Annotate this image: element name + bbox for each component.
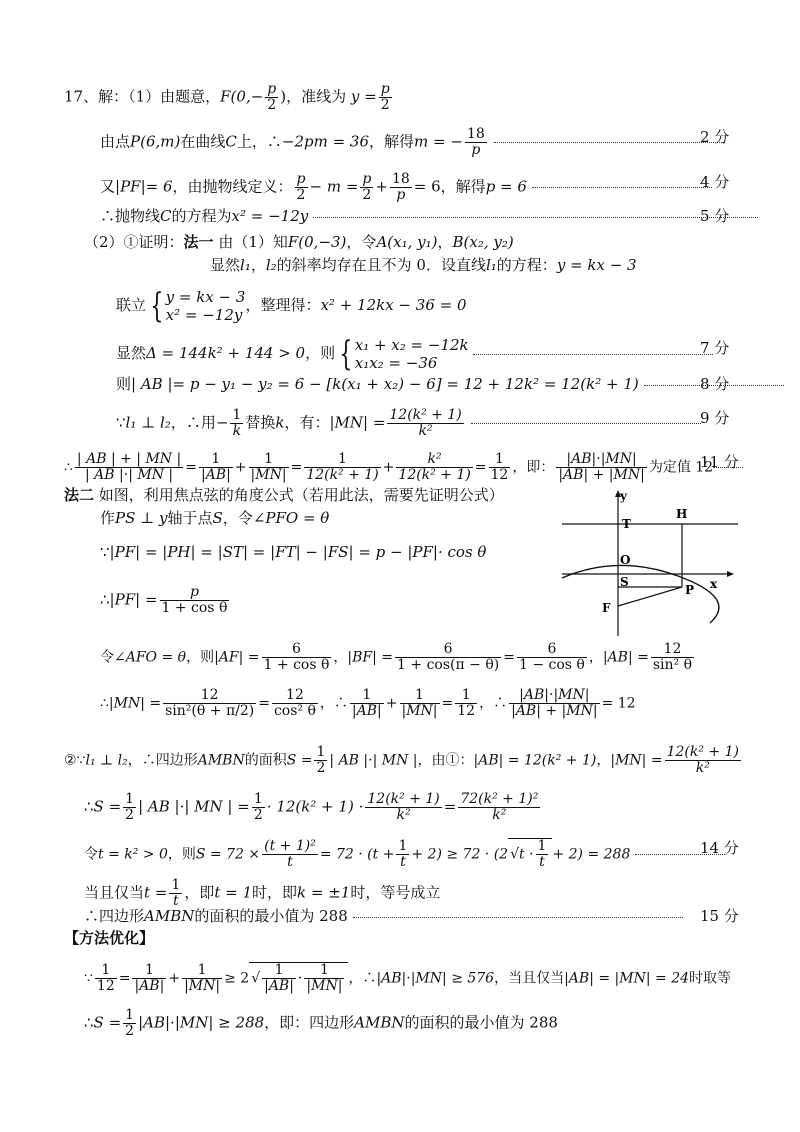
line-5: （2）①证明：法一 由（1）知F(0,−3)，令A(x₁, y₁)，B(x₂, y₂) [84, 233, 514, 251]
line-25: ∴S = $\frac{1}{2}$ |AB|·|MN| ≥ 288，即：四边形AMBN的面积的最小值为 288 [84, 1007, 558, 1039]
parabola-figure [560, 488, 740, 638]
score-15: 15 分 [700, 907, 739, 925]
score-14: 14 分 [700, 839, 739, 857]
line-21: 当且仅当t = $\frac{1}{t}$ ，即t = 1时，即k = ±1时，等号成立 [84, 877, 441, 909]
line-9: 则| AB |= p − y₁ − y₂ = 6 − [k(x₁ + x₂) − 6] = 12 + 12k² = 12(k² + 1) [116, 374, 784, 394]
label-T: T [622, 517, 631, 531]
line-4: ∴抛物线C的方程为x² = −12y [100, 206, 758, 226]
line-18: ②∵l₁ ⊥ l₂，∴四边形AMBN的面积S = $\frac{1}{2}$ | AB |·| MN |，由①：|AB| = 12(k² + 1)，|MN| = $\frac{\text{12(k² + 1)}}{\text{k²}}$ [64, 744, 739, 776]
score-9: 9 分 [700, 409, 730, 427]
line-2: 由点P(6,m)在曲线C上，∴−2pm = 36，解得m = − $\frac{18}{p}$ [100, 127, 724, 158]
score-4: 4 分 [700, 173, 730, 191]
line-1: 17、解：（1）由题意，F(0,− $\frac{p}{2}$ )，准线为 y = $\frac{p}{2}$ [64, 81, 390, 113]
score-7: 7 分 [700, 339, 730, 357]
line-12: 法二 如图，利用焦点弦的角度公式（若用此法，需要先证明公式） [64, 486, 504, 504]
label-H: H [676, 507, 688, 521]
label-P: P [685, 583, 695, 597]
label-F: F [602, 601, 611, 615]
label-O: O [620, 553, 631, 567]
line-20: 令t = k² > 0，则S = 72 × $\frac{\text{(t + 1)²}}{t}$ = 72 · (t + $\frac{1}{t}$ + 2) ≥ 72 · (2 √t · $\frac{1}{t}$ + 2) = 288 [84, 838, 725, 870]
line-8: 显然Δ = 144k² + 144 > 0，则 { x₁ + x₂ = −12k x₁x₂ = −36 [116, 336, 713, 372]
line-17: ∴|MN| = $\frac{12}{\text{sin²(θ + π/2)}}$ = $\frac{12}{\text{cos² θ}}$ ，∴ $\frac{1}{|AB|}$ + $\frac{1}{|MN|}$ = $\frac{1}{12}$ ，∴ $\frac{|AB|\cdot|MN|}{|AB| + |MN|}$ = 12 [100, 687, 636, 719]
score-5: 5 分 [700, 207, 730, 225]
line-14: ∵|PF| = |PH| = |ST| = |FT| − |FS| = p − |PF|· cos θ [100, 543, 487, 561]
method-optimization-heading: 【方法优化】 [64, 929, 155, 947]
line-11: ∴ $\frac{| AB | + | MN |}{| AB |\cdot| MN |}$ = $\frac{1}{|AB|}$ + $\frac{1}{|MN|}$ = $\frac{1}{\text{12(k² + 1)}}$ + $\frac{\text{k²}}{\text{12(k² + 1)}}$ = $\frac{1}{12}$ ，即： $\frac{|AB|\cdot|MN|}{|AB| + |MN|}$ 为定值 12 [64, 452, 743, 483]
line-19: ∴S = $\frac{1}{2}$ | AB |·| MN | = $\frac{1}{2}$ · 12(k² + 1) · $\frac{\text{12(k² + 1)}}{\text{k²}}$ = $\frac{\text{72(k² + 1)²}}{\text{k²}}$ [84, 791, 539, 823]
label-S: S [620, 575, 629, 589]
line-10: ∵l₁ ⊥ l₂，∴用− $\frac{1}{k}$ 替换k，有：|MN| = $\frac{\text{12(k² + 1)}}{\text{k²}}$ [116, 408, 701, 439]
line-22: ∴四边形AMBN的面积的最小值为 288 [84, 906, 683, 926]
line-15: ∴|PF| = $\frac{p}{\text{1 + cos θ}}$ [100, 584, 228, 616]
line-16: 令∠AFO = θ，则|AF| = $\frac{6}{\text{1 + cos θ}}$ ，|BF| = $\frac{6}{1 + \cos(\pi - \theta)}$ = $\frac{6}{\text{1 − cos θ}}$ ，|AB| = $\frac{12}{\text{sin² θ}}$ [100, 641, 693, 673]
fp-line [618, 587, 682, 606]
score-2: 2 分 [700, 128, 730, 146]
line-6: 显然l₁，l₂的斜率均存在且不为 0．设直线l₁的方程：y = kx − 3 [210, 256, 637, 274]
line-24: ∵ $\frac{1}{12}$ = $\frac{1}{|AB|}$ + $\frac{1}{|MN|}$ ≥ 2 √ $\frac{1}{|AB|}$ · $\frac{1}{|MN|}$ ，∴|AB|·|MN| ≥ 576，当且仅当|AB| = |MN| = 24时取等 [84, 962, 732, 994]
label-y: y [620, 489, 627, 503]
line-13: 作PS ⊥ y轴于点S，令∠PFO = θ [100, 509, 330, 527]
score-8: 8 分 [700, 375, 730, 393]
line-7: 联立 { y = kx − 3 x² = −12y ，整理得：x² + 12kx − 36 = 0 [116, 286, 467, 326]
x-axis-arrow-icon [727, 571, 734, 577]
line-3: 又|PF|= 6，由抛物线定义： $\frac{p}{2}$ − m = $\frac{p}{2}$ + $\frac{18}{p}$ = 6，解得p = 6 [100, 172, 712, 203]
score-11: 11 分 [700, 453, 739, 471]
label-x: x [710, 577, 718, 591]
